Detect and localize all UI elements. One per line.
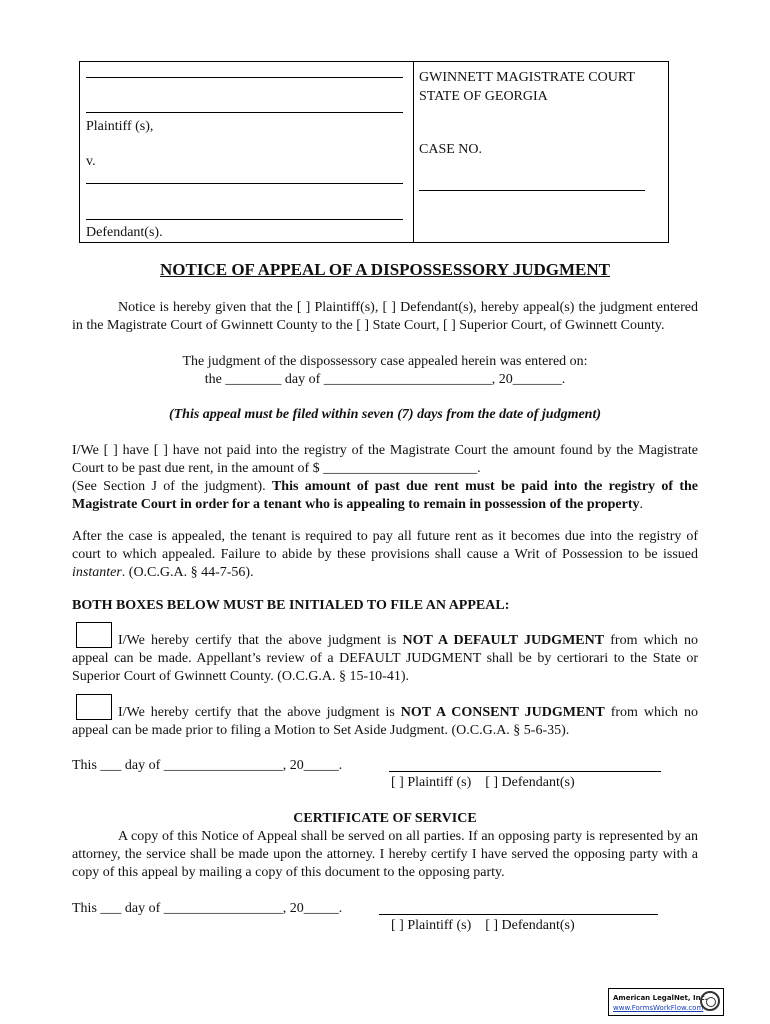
judgment-date-line-1: The judgment of the dispossessory case appealed herein was entered on: [182,354,588,369]
consent-cert-post: from which no appeal can be made prior to filing a Motion to Set Aside Judgment. (O.C.G.A. § 5-6-35). [72,705,698,738]
publisher-badge [608,988,724,1016]
future-rent-text: After the case is appealed, the tenant is required to pay all future rent as it becomes due into the registry of court to which appealed. Failure to abide by these provisions shall cause a Writ of Possession to be issued [72,529,698,562]
judgment-date-line-2[interactable]: the ________ day of ________________________, 20_______. [204,372,566,387]
sign1-signature-line[interactable] [389,771,661,772]
default-judgment-cert [72,632,698,686]
default-cert-pre: I/We hereby certify that the above judgment is [118,633,397,648]
sign2-date-line[interactable]: This ___ day of _________________, 20_____. [72,901,343,916]
rent-end: . [639,497,644,512]
rent-paragraph [72,442,698,514]
future-rent-end: . (O.C.G.A. § 44-7-56). [121,565,254,580]
defendant-line-2[interactable] [86,219,403,220]
default-cert-bold: NOT A DEFAULT JUDGMENT [402,633,605,648]
defendant-line-1[interactable] [86,183,403,184]
future-rent-paragraph [72,528,698,582]
parties-section [79,62,414,243]
cert-of-service-title: CERTIFICATE OF SERVICE [293,811,477,826]
plaintiff-line-1[interactable] [86,77,403,78]
boxes-heading: BOTH BOXES BELOW MUST BE INITIALED TO FILE AN APPEAL: [72,598,510,613]
case-number-line[interactable] [419,190,645,191]
default-cert-post: from which no appeal can be made. Appellant’s review of a DEFAULT JUDGMENT shall be by certiorari to the State or Superior Court of Gwinnett County. (O.C.G.A. § 15-10-41). [72,633,698,684]
publisher-url[interactable]: www.FormsWorkFlow.com [613,1004,704,1012]
sign1-date-line[interactable]: This ___ day of _________________, 20_____. [72,758,343,773]
publisher-logo-icon [700,991,720,1011]
sign2-party: [ ] Plaintiff (s) [ ] Defendant(s) [391,918,575,933]
plaintiff-line-2[interactable] [86,112,403,113]
rent-text-1: I/We [ ] have [ ] have not paid into the registry of the Magistrate Court the amount found by the Magistrate Court to be past due rent, in the amount of $ ______________________. [72,443,698,476]
future-rent-italic: instanter [72,565,122,580]
rent-text-2: (See Section J of the judgment). [72,479,266,494]
consent-judgment-cert [72,704,698,740]
document-title: NOTICE OF APPEAL OF A DISPOSSESSORY JUDGMENT [160,260,610,279]
court-state: STATE OF GEORGIA [419,89,548,104]
notice-paragraph: Notice is hereby given that the [ ] Plaintiff(s), [ ] Defendant(s), hereby appeal(s) the judgment entered in the Magistrate Court of Gwinnett County to the [ ] State Court, [ ] Superior Court, of Gwinnett County. [72,300,698,333]
case-caption [79,61,669,242]
publisher-name: American LegalNet, Inc. [613,994,708,1002]
deadline-note: (This appeal must be filed within seven (7) days from the date of judgment) [168,407,602,422]
versus-label: v. [86,154,96,169]
consent-cert-pre: I/We hereby certify that the above judgment is [118,705,395,720]
court-name: GWINNETT MAGISTRATE COURT [419,70,635,85]
plaintiff-label: Plaintiff (s), [86,119,154,134]
sign2-signature-line[interactable] [379,914,658,915]
cert-of-service-paragraph: A copy of this Notice of Appeal shall be served on all parties. If an opposing party is represented by an attorney, the service shall be made upon the attorney. I hereby certify I have served the opposing party with a copy of this appeal by mailing a copy of this document to the opposing party. [72,829,698,880]
court-section [412,62,669,243]
consent-cert-bold: NOT A CONSENT JUDGMENT [400,705,605,720]
case-number-label: CASE NO. [419,142,483,157]
rent-warning: This amount of past due rent must be paid into the registry of the Magistrate Court in order for a tenant who is appealing to remain in possession of the property [72,479,698,512]
defendant-label: Defendant(s). [86,225,163,240]
sign1-party: [ ] Plaintiff (s) [ ] Defendant(s) [391,775,575,790]
